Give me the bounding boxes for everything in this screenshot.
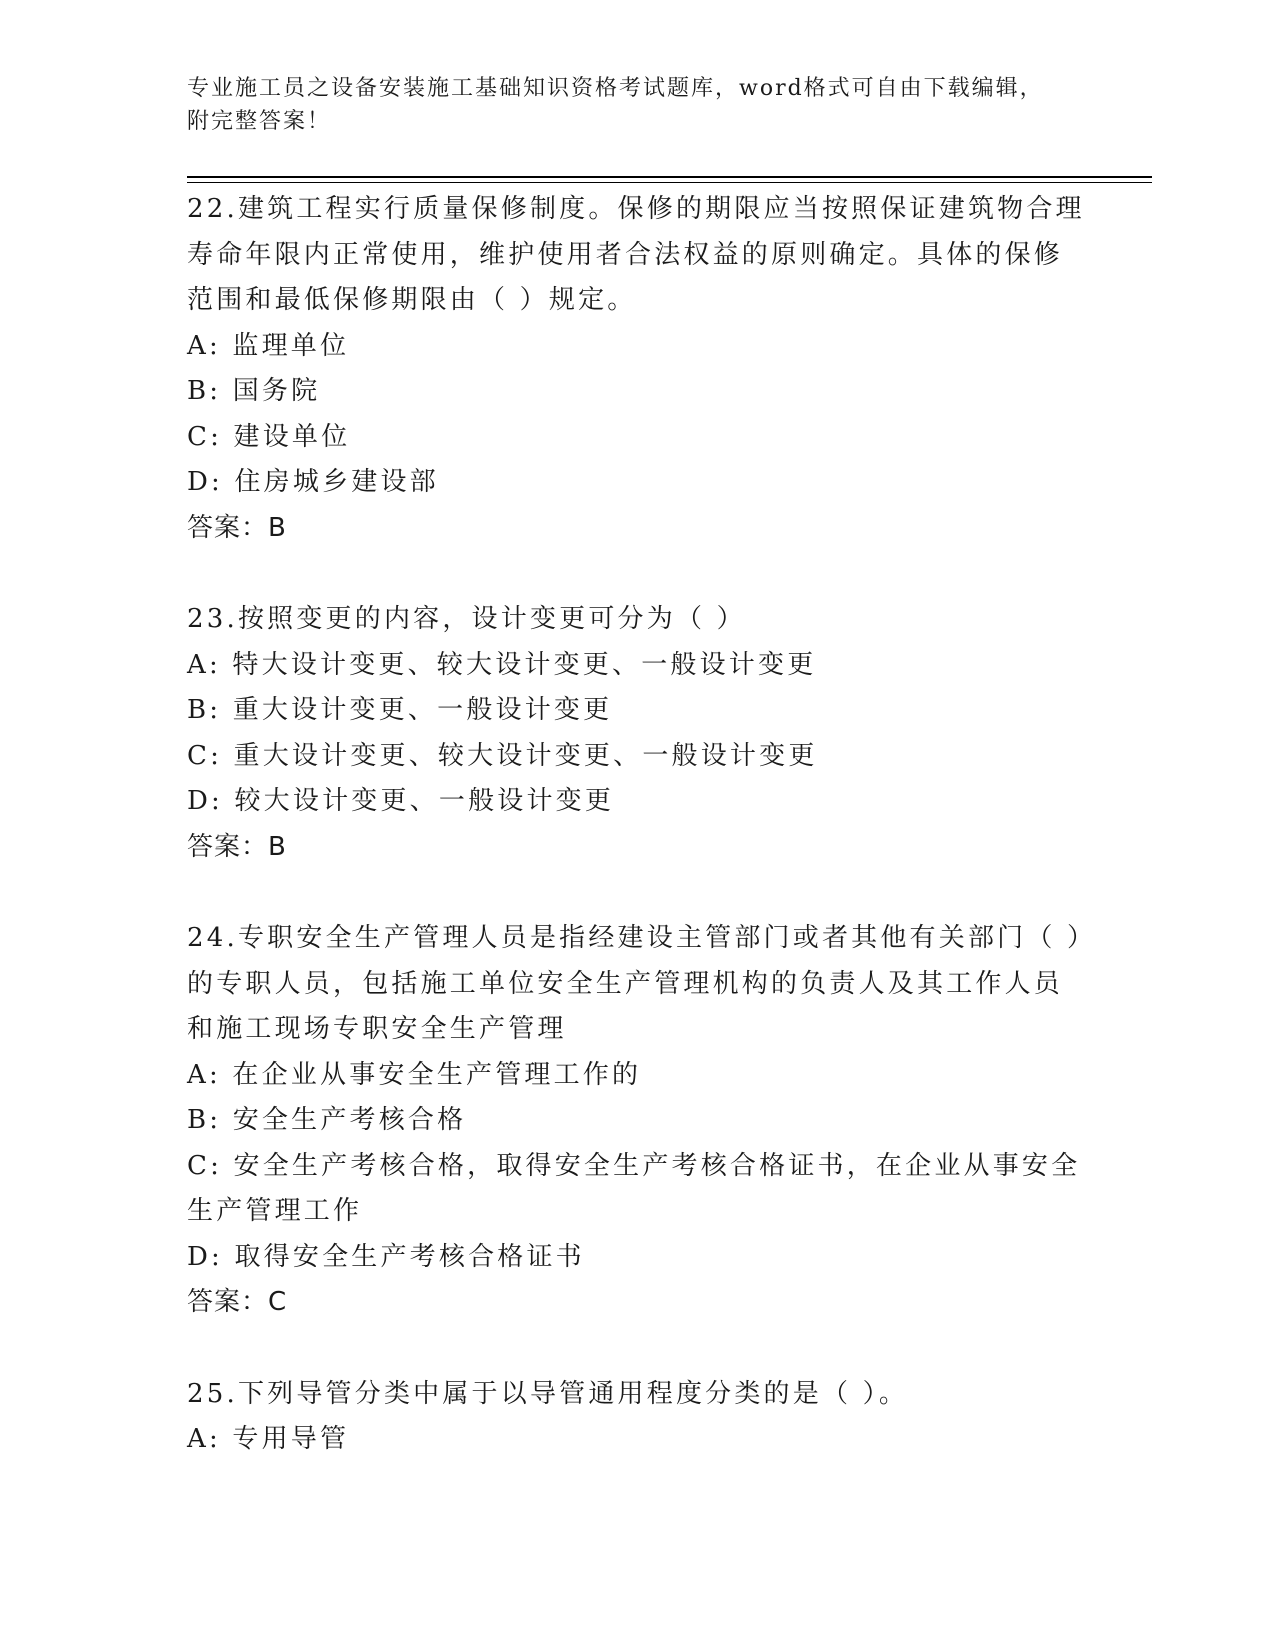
document-header bbox=[187, 72, 1067, 138]
question-text: 23.按照变更的内容，设计变更可分为（ ） bbox=[187, 604, 746, 634]
question-text: 24.专职安全生产管理人员是指经建设主管部门或者其他有关部门（ ）的专职人员，包括施工单位安全生产管理机构的负责人及其工作人员和施工现场专职安全生产管理 bbox=[187, 923, 1084, 1044]
option-b: B: 重大设计变更、一般设计变更 bbox=[187, 695, 613, 725]
answer-line: 答案：B bbox=[187, 831, 287, 862]
option-a: A: 特大设计变更、较大设计变更、一般设计变更 bbox=[187, 649, 817, 680]
question-text: 22.建筑工程实行质量保修制度。保修的期限应当按照保证建筑物合理寿命年限内正常使用，维护使用者合法权益的原则确定。具体的保修范围和最低保修期限由（ ）规定。 bbox=[187, 194, 1085, 315]
option-d: D: 较大设计变更、一般设计变更 bbox=[187, 786, 615, 816]
answer-line: 答案：B bbox=[187, 512, 287, 543]
header-line-2: 附完整答案！ bbox=[187, 109, 332, 134]
option-d: D: 住房城乡建设部 bbox=[187, 467, 439, 497]
option-b: B: 安全生产考核合格 bbox=[187, 1105, 467, 1135]
header-divider-thin bbox=[187, 182, 1152, 183]
option-c: C: 安全生产考核合格，取得安全生产考核合格证书，在企业从事安全生产管理工作 bbox=[187, 1150, 1081, 1226]
header-divider-thick bbox=[187, 176, 1152, 178]
option-a: A: 监理单位 bbox=[187, 330, 350, 361]
question-list bbox=[187, 187, 1087, 1509]
answer-line: 答案：C bbox=[187, 1287, 288, 1317]
header-line-1: 专业施工员之设备安装施工基础知识资格考试题库，word格式可自由下载编辑， bbox=[187, 76, 1044, 101]
option-b: B: 国务院 bbox=[187, 376, 321, 406]
question-25 bbox=[187, 1372, 1087, 1463]
option-c: C: 建设单位 bbox=[187, 421, 351, 452]
option-d: D: 取得安全生产考核合格证书 bbox=[187, 1241, 585, 1272]
option-a: A: 专用导管 bbox=[187, 1424, 350, 1454]
option-c: C: 重大设计变更、较大设计变更、一般设计变更 bbox=[187, 740, 818, 771]
question-24 bbox=[187, 916, 1087, 1326]
option-a: A: 在企业从事安全生产管理工作的 bbox=[187, 1059, 642, 1090]
question-22 bbox=[187, 187, 1087, 551]
question-text: 25.下列导管分类中属于以导管通用程度分类的是（ ）。 bbox=[187, 1378, 909, 1409]
question-23 bbox=[187, 597, 1087, 870]
